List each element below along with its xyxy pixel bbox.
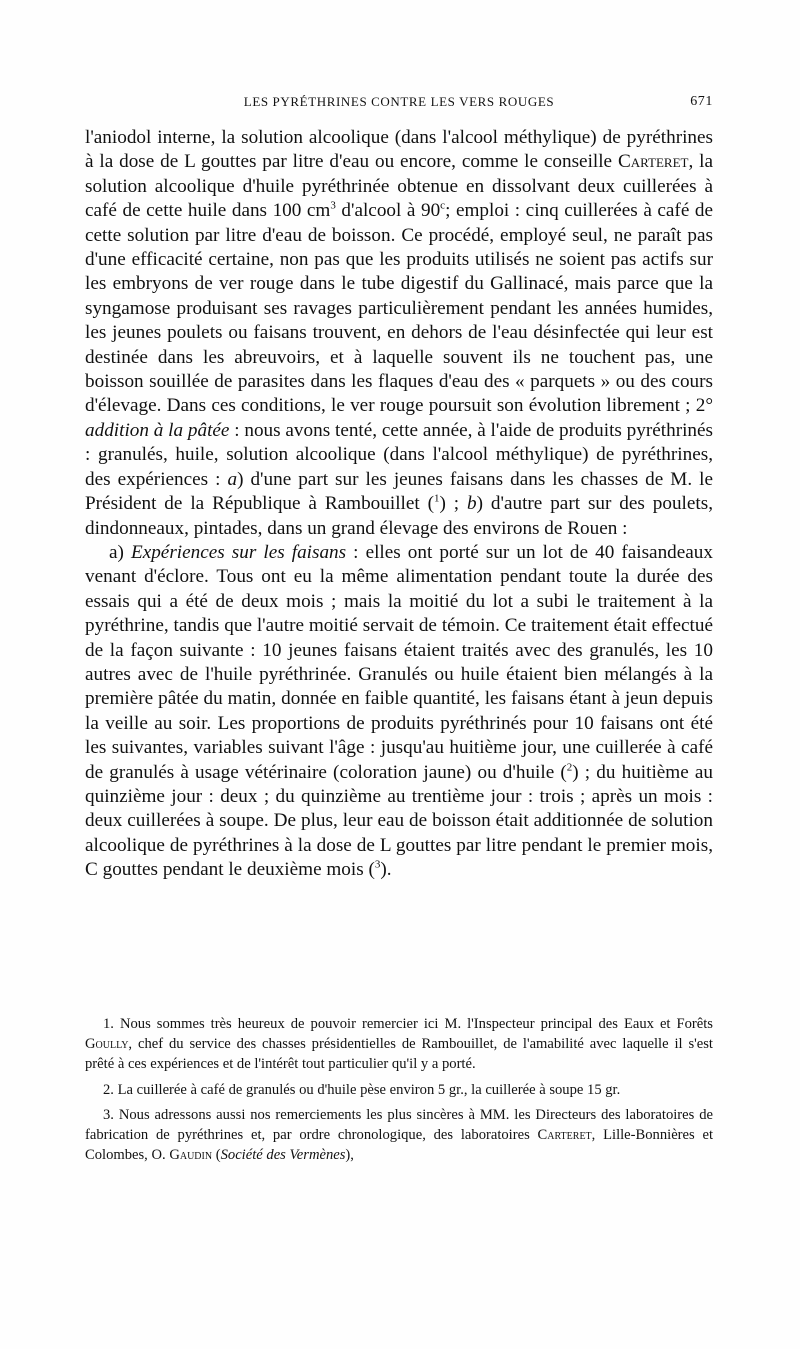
footnote-ref-3: 3 [374, 858, 381, 871]
footnote-1 [85, 1014, 713, 1075]
body-text [85, 126, 713, 883]
text-run: ( [212, 1147, 221, 1164]
text-run: 3. Nous adressons aussi nos remerciements les plus sincères à MM. les Directeurs des laboratoires de fabrication de pyréthrines et, par ordre chronologique, des laboratoires [85, 1106, 713, 1144]
text-run: : nous avons tenté, cette année, à l'aide de produits pyréthrinés : granulés, huile, solution alcoolique (dans l'alcool méthylique) de pyréthrines, des expériences : [85, 419, 713, 490]
text-run: a) [109, 541, 131, 563]
text-run: , chef du service des chasses présidentielles de Rambouillet, de l'amabilité avec laquelle il s'est prêté à ces expériences et de l'intérêt tout particulier qu'il y a porté. [85, 1036, 713, 1073]
text-run: ; emploi : cinq cuillerées à café de cette solution par litre d'eau de boisson. Ce procédé, employé seul, ne paraît pas d'une efficacité certaine, non pas que les produits utilisés ne soient pas actifs sur les embryons de ver rouge dans le tube digestif du Gallinacé, mais parce que la syngamose produisant ses ravages particulièrement pendant les années humides, les jeunes poulets ou faisans trouvent, en dehors de l'eau désinfectée qui leur est destinée dans les abreuvoirs, et à laquelle souvent ils ne touchent pas, une boisson souillée de parasites dans les flaques d'eau des « parquets » ou des cours d'élevage. Dans ces conditions, le ver rouge poursuit son évolution librement ; 2° [85, 200, 714, 417]
footnotes [85, 1014, 713, 1170]
author-name: Carteret [617, 151, 689, 173]
text-run: ) ; du huitième au quinzième jour : deux ; du quinzième au trentième jour : trois ; après un mois : deux cuillerées à soupe. De plus, leur eau de boisson était additionnée de solution alcoolique de pyréthrines à la dose de L gouttes par litre pendant le premier mois, C gouttes pendant le deuxième mois ( [85, 761, 713, 881]
author-name: Gaudin [169, 1147, 213, 1164]
italic-letter: b [467, 493, 477, 515]
footnote-ref-2: 2 [566, 761, 573, 774]
author-name: Carteret [537, 1127, 592, 1144]
footnote-2 [85, 1080, 713, 1100]
paragraph-1 [85, 126, 713, 541]
superscript: c [440, 199, 446, 212]
text-run: ). [380, 859, 392, 881]
text-run: , la solution alcoolique d'huile pyréthrinée obtenue en dissolvant deux cuillerées à café de cette huile dans 100 cm [85, 151, 713, 222]
page-number: 671 [690, 94, 713, 109]
text-run: l'aniodol interne, la solution alcoolique (dans l'alcool méthylique) de pyréthrines à la dose de L gouttes par litre d'eau ou encore, comme le conseille [85, 127, 713, 173]
italic-text: Société des Vermènes [220, 1147, 346, 1164]
text-run: ) d'une part sur les jeunes faisans dans les chasses de M. le Président de la République à Rambouillet ( [85, 468, 713, 515]
running-header [85, 94, 713, 114]
footnote-3 [85, 1105, 713, 1166]
paragraph-2 [85, 541, 713, 883]
footnote-ref-1: 1 [434, 492, 440, 505]
italic-letter: a [227, 468, 238, 490]
text-run: : elles ont porté sur un lot de 40 faisandeaux venant d'éclore. Tous ont eu la même alimentation pendant toute la durée des essais qui a été de deux mois ; mais la moitié du lot a subi le traitement à la pyréthrine, tandis que l'autre moitié servait de témoin. Ce traitement était effectué de la façon suivante : 10 jeunes faisans étaient traités avec des granulés, les 10 autres avec de l'huile pyréthrinée. Granulés ou huile étaient bien mélangés à la première pâtée du matin, donnée en faible quantité, les faisans étant à jeun depuis la veille au soir. Les proportions de produits pyréthrinés pour 10 faisans ont été les suivantes, variables suivant l'âge : jusqu'au huitième jour, une cuillerée à café de granulés à usage vétérinaire (coloration jaune) ou d'huile ( [85, 541, 713, 783]
superscript: 3 [330, 199, 336, 212]
author-name: Goully [85, 1036, 129, 1053]
text-run: ), [345, 1147, 354, 1164]
text-run: ) d'autre part sur des poulets, dindonneaux, pintades, dans un grand élevage des environs de Rouen : [85, 493, 713, 539]
text-run: ) ; [439, 493, 468, 515]
text-run: , Lille-Bonnières et Colombes, O. [85, 1127, 713, 1164]
text-run: 2. La cuillerée à café de granulés ou d'huile pèse environ 5 gr., la cuillerée à soupe 15 gr. [103, 1081, 621, 1098]
italic-text: addition à la pâtée [85, 419, 230, 441]
text-run: 1. Nous sommes très heureux de pouvoir remercier ici M. l'Inspecteur principal des Eaux et Forêts [103, 1016, 713, 1032]
text-run: d'alcool à 90 [335, 200, 441, 222]
running-title: LES PYRÉTHRINES CONTRE LES VERS ROUGES [243, 94, 555, 109]
italic-text: Expériences sur les faisans [130, 541, 347, 563]
